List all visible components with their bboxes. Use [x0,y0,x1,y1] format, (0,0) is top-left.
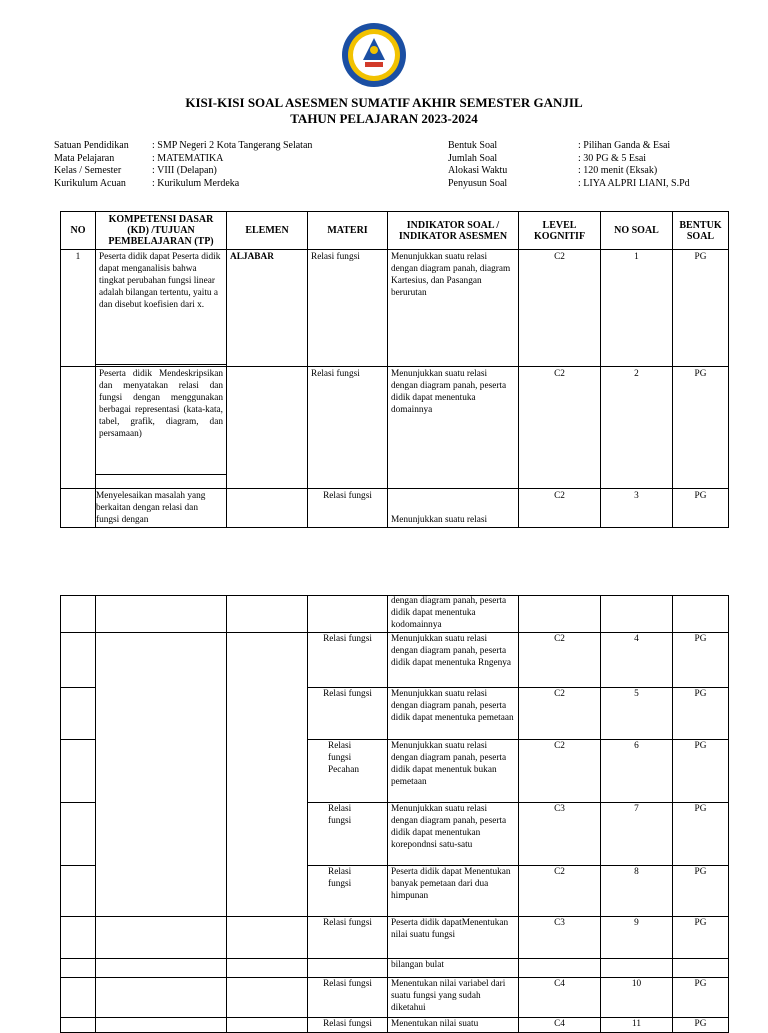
cell-level: C2 [519,633,601,688]
cell-no [61,367,96,489]
table-row [61,367,729,489]
info-label: Jumlah Soal [448,152,498,164]
header-elemen: ELEMEN [227,212,308,250]
cell-level: C2 [519,866,601,917]
header-level: LEVEL KOGNITIF [519,212,601,250]
cell-no [61,633,96,688]
cell-bentuk: PG [673,866,729,917]
cell-materi: Relasi fungsi [308,489,388,528]
cell-indikator: Menunjukkan suatu relasi dengan diagram panah, peserta didik dapat menentuka pemetaan [388,688,519,740]
cell-bentuk: PG [673,803,729,866]
cell-elemen [227,367,308,489]
cell-indikator: Peserta didik dapatMenentukan nilai suatu fungsi [388,917,519,959]
cell-bentuk: PG [673,633,729,688]
cell-bentuk [673,959,729,978]
cell-no-soal: 2 [601,367,673,489]
cell-materi: Relasi fungsi [308,978,388,1018]
info-value: : SMP Negeri 2 Kota Tangerang Selatan [152,140,313,151]
cell-bentuk: PG [673,489,729,528]
cell-materi: Relasi fungsi [308,367,388,489]
table-row [61,978,729,1018]
cell-no-soal: 9 [601,917,673,959]
table-row [61,959,729,978]
cell-kd [96,596,227,633]
cell-level: C2 [519,740,601,803]
info-label: Kelas / Semester [54,165,122,176]
cell-level: C3 [519,917,601,959]
table-row [61,596,729,633]
cell-no [61,866,96,917]
cell-no [61,959,96,978]
cell-indikator: Menunjukkan suatu relasi dengan diagram panah, peserta didik dapat menentuk bukan pemetaan [388,740,519,803]
info-value: : 120 menit (Eksak) [578,165,658,176]
cell-materi: Relasi fungsi [308,250,388,367]
cell-kd [96,959,227,978]
cell-elemen [227,1018,308,1033]
cell-elemen [227,978,308,1018]
info-label: Mata Pelajaran [54,152,115,164]
cell-indikator: dengan diagram panah, peserta didik dapat menentuka kodomainnya [388,596,519,633]
info-value: : MATEMATIKA [152,152,224,164]
cell-materi: Relasi fungsi Pecahan [308,740,388,803]
cell-kd: Menyelesaikan masalah yang berkaitan dengan relasi dan fungsi dengan [96,489,227,528]
cell-no-soal: 7 [601,803,673,866]
info-value: : 30 PG & 5 Esai [578,152,647,164]
cell-bentuk: PG [673,688,729,740]
table-row [61,250,729,367]
cell-bentuk: PG [673,367,729,489]
cell-elemen [227,633,308,917]
cell-no: 1 [61,250,96,367]
cell-materi: Relasi fungsi [308,917,388,959]
cell-no-soal: 6 [601,740,673,803]
table-row [61,917,729,959]
cell-materi: Relasi fungsi [308,866,388,917]
document-subtitle: TAHUN PELAJARAN 2023-2024 [290,111,478,126]
cell-kd [96,367,227,489]
cell-materi [308,959,388,978]
header-materi: MATERI [308,212,388,250]
cell-no [61,978,96,1018]
cell-kd-text: Peserta didik Mendeskripsikan dan menyatakan relasi dan fungsi dengan menggunakan berbagai representasi (kata-kata, tabel, grafik, diagram, dan persamaan) [96,367,226,475]
cell-level: C4 [519,978,601,1018]
cell-no [61,688,96,740]
cell-level: C2 [519,688,601,740]
info-label: Alokasi Waktu [448,165,508,176]
cell-indikator: Menentukan nilai variabel dari suatu fungsi yang sudah diketahui [388,978,519,1018]
cell-level [519,596,601,633]
cell-indikator: Menunjukkan suatu relasi [388,489,519,528]
info-left [54,140,312,190]
info-value: : Kurikulum Merdeka [152,177,240,189]
table-row [61,1018,729,1033]
cell-no-soal: 8 [601,866,673,917]
cell-level: C2 [519,489,601,528]
info-label: Satuan Pendidikan [54,140,129,151]
cell-no-soal: 10 [601,978,673,1018]
cell-no-soal: 11 [601,1018,673,1033]
info-label: Penyusun Soal [448,177,508,189]
cell-no [61,1018,96,1033]
cell-materi: Relasi fungsi [308,1018,388,1033]
cell-no-soal: 3 [601,489,673,528]
table-row [61,633,729,688]
cell-elemen: ALJABAR [227,250,308,367]
cell-bentuk: PG [673,740,729,803]
cell-no-soal: 4 [601,633,673,688]
info-value: : LIYA ALPRI LIANI, S.Pd [578,177,690,189]
info-right [448,140,690,190]
grid-table-main [60,211,729,528]
cell-indikator: Menunjukkan suatu relasi dengan diagram panah, peserta didik dapat menentuka domainnya [388,367,519,489]
cell-materi: Relasi fungsi [308,803,388,866]
header-bentuk: BENTUK SOAL [673,212,729,250]
info-value: : VIII (Delapan) [152,165,217,176]
cell-materi: Relasi fungsi [308,688,388,740]
cell-level: C4 [519,1018,601,1033]
cell-level: C3 [519,803,601,866]
cell-elemen [227,596,308,633]
cell-bentuk: PG [673,250,729,367]
cell-elemen [227,917,308,959]
cell-no [61,803,96,866]
cell-no [61,489,96,528]
cell-elemen [227,489,308,528]
cell-bentuk: PG [673,917,729,959]
cell-no [61,596,96,633]
cell-materi [308,596,388,633]
cell-kd [96,1018,227,1033]
header-no: NO [61,212,96,250]
cell-indikator: Menunjukkan suatu relasi dengan diagram panah, peserta didik dapat menentuka Rngenya [388,633,519,688]
cell-indikator: Menentukan nilai suatu [388,1018,519,1033]
info-label: Kurikulum Acuan [54,177,126,189]
document-title: KISI-KISI SOAL ASESMEN SUMATIF AKHIR SEMESTER GANJIL [185,95,583,110]
header-indikator: INDIKATOR SOAL / INDIKATOR ASESMEN [388,212,519,250]
info-value: : Pilihan Ganda & Esai [578,140,671,151]
grid-table-continued [60,595,729,1033]
info-label: Bentuk Soal [448,140,498,151]
cell-kd [96,917,227,959]
cell-bentuk [673,596,729,633]
cell-no [61,740,96,803]
cell-indikator: bilangan bulat [388,959,519,978]
cell-no [61,917,96,959]
table-header-row [61,212,729,250]
cell-no-soal [601,596,673,633]
cell-kd-text: Peserta didik dapat Peserta didik dapat menganalisis bahwa tingkat perubahan fungsi linear adalah bilangan tertentu, yaitu a dan disebut koefisien dari x. [96,250,226,365]
cell-no-soal: 5 [601,688,673,740]
cell-indikator: Menunjukkan suatu relasi dengan diagram panah, diagram Kartesius, dan Pasangan berurutan [388,250,519,367]
cell-kd [96,250,227,367]
cell-level: C2 [519,367,601,489]
cell-indikator: Menunjukkan suatu relasi dengan diagram panah, peserta didik dapat menentukan korepondnsi satu-satu [388,803,519,866]
cell-kd [96,633,227,917]
cell-no-soal: 1 [601,250,673,367]
table-row [61,489,729,528]
header-kd: KOMPETENSI DASAR (KD) /TUJUAN PEMBELAJARAN (TP) [96,212,227,250]
cell-materi: Relasi fungsi [308,633,388,688]
cell-bentuk: PG [673,978,729,1018]
cell-level [519,959,601,978]
cell-no-soal [601,959,673,978]
cell-kd [96,978,227,1018]
cell-elemen [227,959,308,978]
cell-indikator: Peserta didik dapat Menentukan banyak pemetaan dari dua himpunan [388,866,519,917]
school-logo [341,22,407,88]
header-no-soal: NO SOAL [601,212,673,250]
cell-bentuk: PG [673,1018,729,1033]
cell-level: C2 [519,250,601,367]
